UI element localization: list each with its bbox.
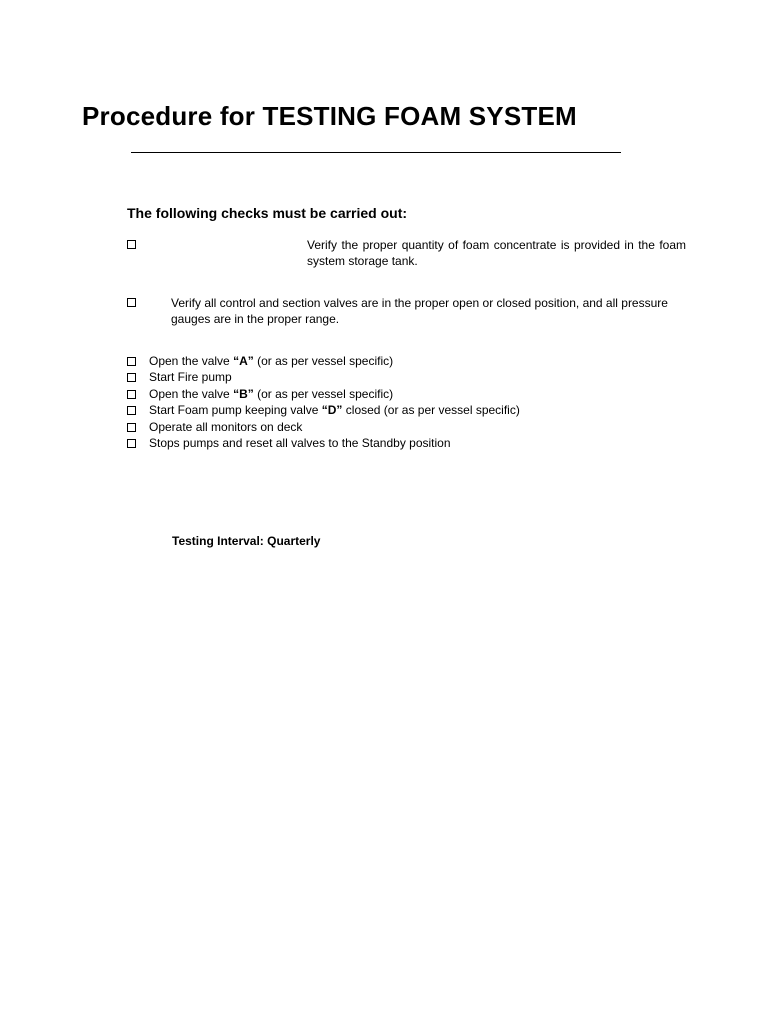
step-text: Start Fire pump xyxy=(149,370,232,385)
document-title: Procedure for TESTING FOAM SYSTEM xyxy=(82,101,577,131)
step-text: Operate all monitors on deck xyxy=(149,419,303,434)
checkbox[interactable] xyxy=(127,406,136,415)
checkbox[interactable] xyxy=(127,439,136,448)
checkbox[interactable] xyxy=(127,423,136,432)
checkbox-check-2[interactable] xyxy=(127,298,136,307)
checkbox-check-1[interactable] xyxy=(127,240,136,249)
step-text: Stops pumps and reset all valves to the Standby position xyxy=(149,435,451,450)
step-text: Start Foam pump keeping valve “D” closed (or as per vessel specific) xyxy=(149,403,520,418)
testing-interval: Testing Interval: Quarterly xyxy=(172,534,321,548)
checks-heading: The following checks must be carried out: xyxy=(127,205,408,221)
checkbox[interactable] xyxy=(127,390,136,399)
checkbox[interactable] xyxy=(127,357,136,366)
step-text: Open the valve “A” (or as per vessel specific) xyxy=(149,354,394,368)
check-1-text: Verify the proper quantity of foam concentrate is provided in the foam system storage tank. xyxy=(307,238,686,268)
step-text: Open the valve “B” (or as per vessel specific) xyxy=(149,386,394,401)
checkbox[interactable] xyxy=(127,373,136,382)
check-2-text: Verify all control and section valves are in the proper open or closed position, and all pressure gauges are in the proper range. xyxy=(171,296,668,326)
title-underline xyxy=(131,152,621,153)
